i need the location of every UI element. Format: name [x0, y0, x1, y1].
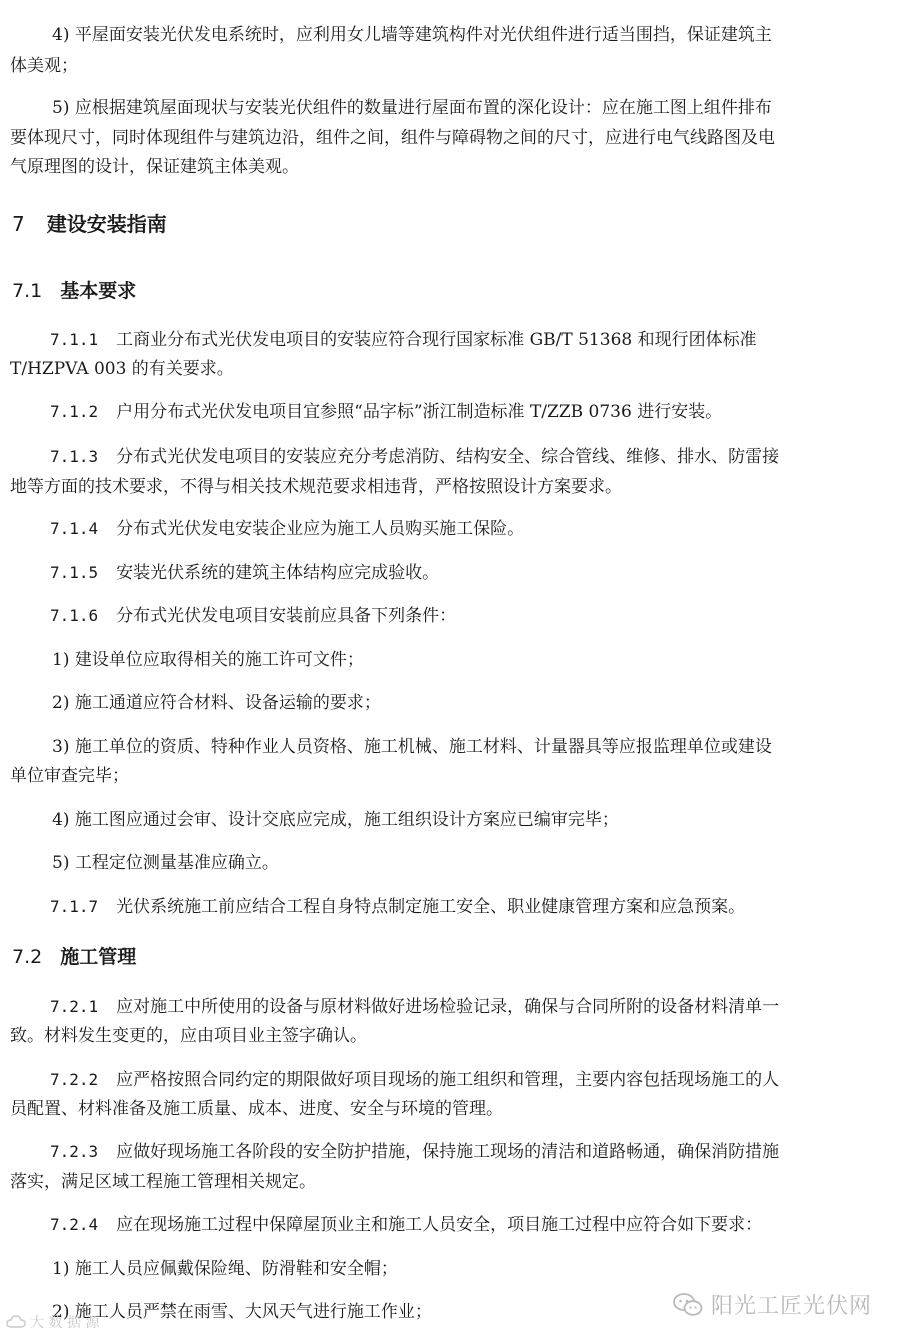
clause-number: 7.2.4 [50, 1215, 99, 1234]
clause-text: 应对施工中所使用的设备与原材料做好进场检验记录，确保与合同所附的设备材料清单一 [116, 997, 780, 1017]
clause-continuation: 致。材料发生变更的，应由项目业主签字确认。 [10, 1026, 367, 1046]
clause-text: 应严格按照合同约定的期限做好项目现场的施工组织和管理，主要内容包括现场施工的人 [116, 1070, 780, 1090]
subsection-heading [0, 279, 900, 303]
list-item: 3) 施工单位的资质、特种作业人员资格、施工机械、施工材料、计量器具等应报监理单位或建设 [52, 737, 772, 757]
clause [0, 897, 900, 917]
paragraph-line: 5) 应根据建筑屋面现状与安装光伏组件的数量进行屋面布置的深化设计：应在施工图上组件排布 [52, 98, 772, 118]
stamp-text: 大 数 据 源 [30, 1315, 100, 1331]
subsection-heading [0, 945, 900, 969]
clause-text: 应在现场施工过程中保障屋顶业主和施工人员安全，项目施工过程中应符合如下要求： [116, 1215, 763, 1235]
clause-number: 7.1.4 [50, 519, 99, 538]
clause-text: 分布式光伏发电项目的安装应充分考虑消防、结构安全、综合管线、维修、排水、防雷接 [116, 447, 780, 467]
clause-number: 7.2.3 [50, 1142, 99, 1161]
section-title: 建设安装指南 [46, 212, 167, 236]
clause-text: 分布式光伏发电项目安装前应具备下列条件： [116, 606, 457, 626]
paragraph-line: 要体现尺寸，同时体现组件与建筑边沿，组件之间，组件与障碍物之间的尺寸，应进行电气线路图及电 [10, 128, 775, 148]
clause-number: 7.2.1 [50, 997, 99, 1016]
cloud-icon [6, 1314, 26, 1330]
clause [0, 606, 900, 626]
clause-number: 7.1.6 [50, 606, 99, 625]
clause [0, 1142, 900, 1162]
clause-text: 分布式光伏发电安装企业应为施工人员购买施工保险。 [116, 519, 525, 539]
clause-number: 7.2.2 [50, 1070, 99, 1089]
clause-text: 光伏系统施工前应结合工程自身特点制定施工安全、职业健康管理方案和应急预案。 [116, 897, 746, 917]
clause [0, 447, 900, 467]
list-item: 1) 施工人员应佩戴保险绳、防滑鞋和安全帽； [52, 1259, 398, 1279]
paragraph-line: 体美观； [10, 56, 78, 76]
clause-continuation: 落实，满足区域工程施工管理相关规定。 [10, 1172, 316, 1192]
paragraph-line: 4) 平屋面安装光伏发电系统时，应利用女儿墙等建筑构件对光伏组件进行适当围挡，保证建筑主 [52, 25, 772, 45]
clause-continuation: 员配置、材料准备及施工质量、成本、进度、安全与环境的管理。 [10, 1099, 503, 1119]
subsection-title: 基本要求 [60, 280, 137, 302]
section-number: 7 [12, 212, 25, 236]
clause-number: 7.1.1 [50, 330, 99, 349]
subsection-number: 7.1 [12, 280, 43, 302]
clause [0, 402, 900, 422]
clause [0, 519, 900, 539]
clause [0, 330, 900, 350]
clause-continuation: T/HZPVA 003 的有关要求。 [10, 359, 234, 379]
clause-text: 应做好现场施工各阶段的安全防护措施，保持施工现场的清洁和道路畅通，确保消防措施 [116, 1142, 780, 1162]
watermark-text: 阳光工匠光伏网 [710, 1294, 872, 1319]
clause [0, 997, 900, 1017]
clause-number: 7.1.5 [50, 563, 99, 582]
clause-continuation: 地等方面的技术要求，不得与相关技术规范要求相违背，严格按照设计方案要求。 [10, 477, 622, 497]
list-item: 2) 施工通道应符合材料、设备运输的要求； [52, 693, 381, 713]
clause-number: 7.1.3 [50, 447, 99, 466]
paragraph-line: 气原理图的设计，保证建筑主体美观。 [10, 157, 299, 177]
subsection-number: 7.2 [12, 946, 43, 968]
subsection-title: 施工管理 [60, 946, 137, 968]
clause [0, 1215, 900, 1235]
list-item: 2) 施工人员严禁在雨雪、大风天气进行施工作业； [52, 1302, 432, 1322]
clause-number: 7.1.2 [50, 402, 99, 421]
list-item-continuation: 单位审查完毕； [10, 766, 129, 786]
clause [0, 563, 900, 583]
list-item: 5) 工程定位测量基准应确立。 [52, 853, 279, 873]
wechat-icon [673, 1292, 703, 1318]
clause [0, 1070, 900, 1090]
watermark [673, 1289, 872, 1320]
clause-text: 户用分布式光伏发电项目宜参照“品字标”浙江制造标准 T/ZZB 0736 进行安装。 [116, 402, 723, 422]
clause-text: 工商业分布式光伏发电项目的安装应符合现行国家标准 GB/T 51368 和现行团体标准 [116, 330, 757, 350]
list-item: 4) 施工图应通过会审、设计交底应完成，施工组织设计方案应已编审完毕； [52, 810, 619, 830]
clause-text: 安装光伏系统的建筑主体结构应完成验收。 [116, 563, 440, 583]
list-item: 1) 建设单位应取得相关的施工许可文件； [52, 650, 364, 670]
source-stamp [6, 1312, 99, 1332]
section-heading [0, 212, 900, 236]
clause-number: 7.1.7 [50, 897, 99, 916]
